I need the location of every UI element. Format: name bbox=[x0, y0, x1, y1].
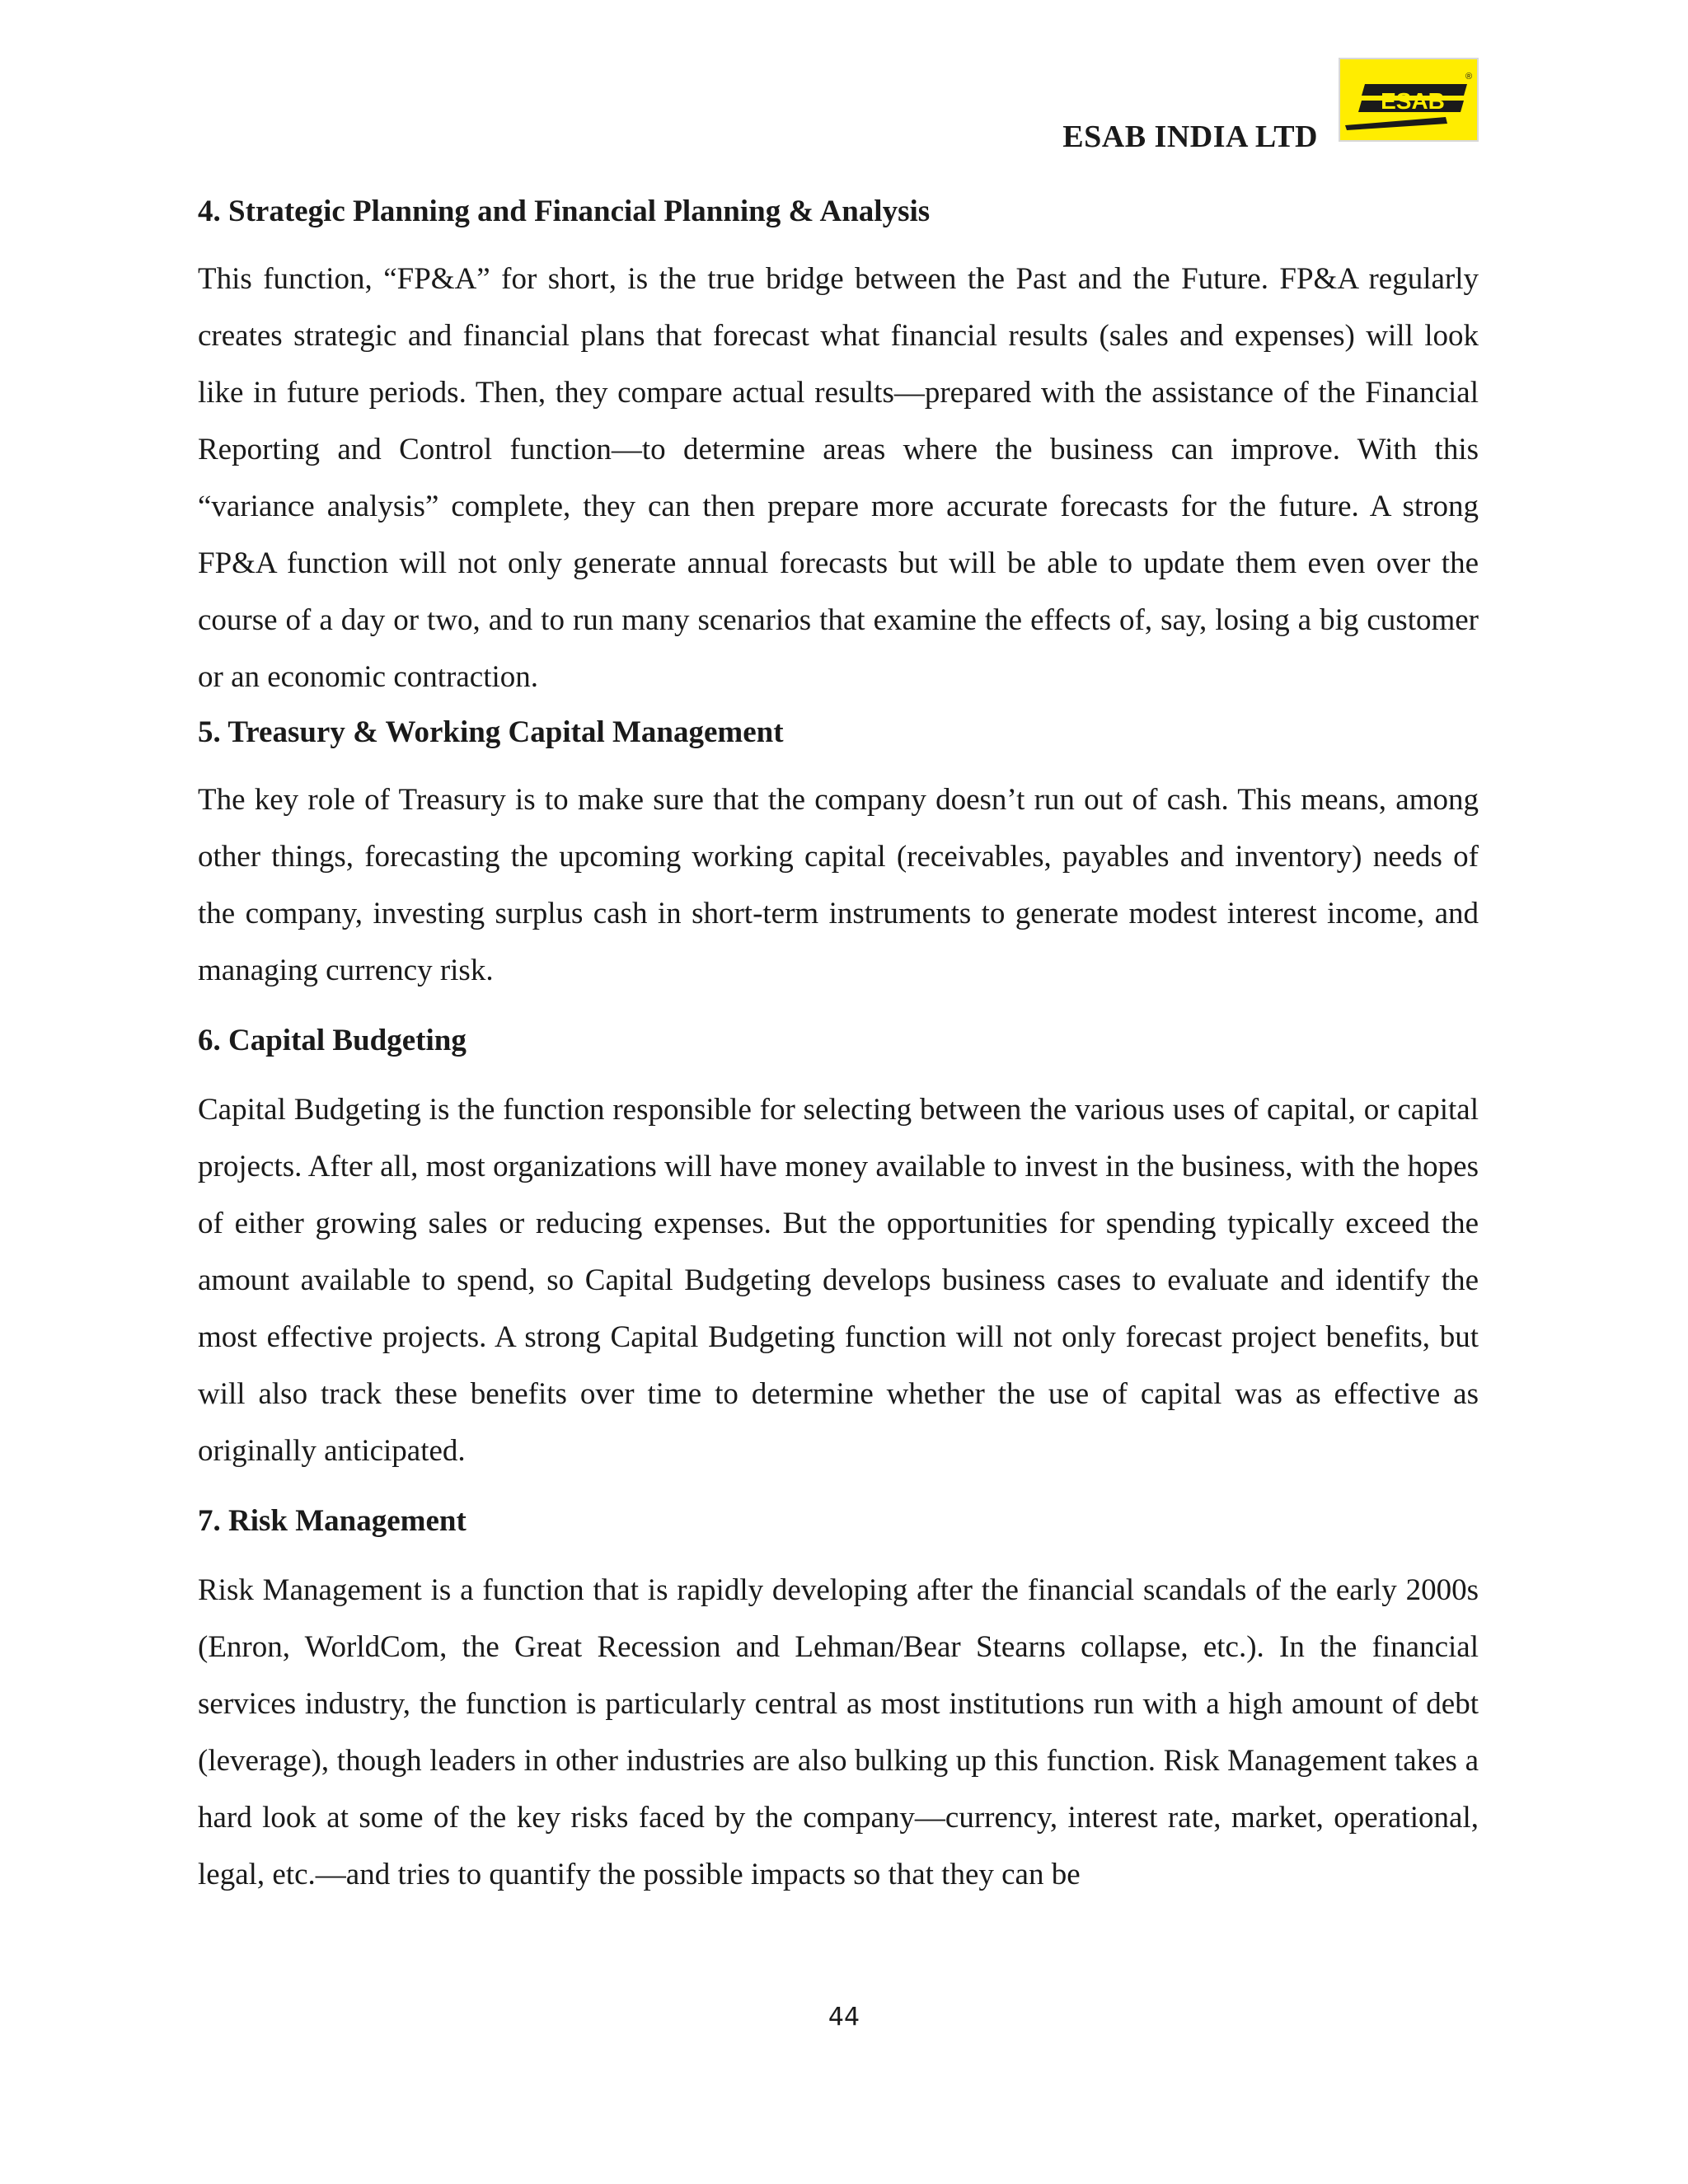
section-heading-strategic-planning: 4. Strategic Planning and Financial Planning & Analysis bbox=[198, 194, 931, 228]
page-number: 44 bbox=[828, 2003, 860, 2032]
page-content bbox=[198, 191, 1479, 1903]
page-header bbox=[198, 58, 1479, 157]
esab-logo-graphic bbox=[1340, 59, 1477, 140]
section-heading-risk-management: 7. Risk Management bbox=[198, 1504, 467, 1538]
section-heading-treasury: 5. Treasury & Working Capital Management bbox=[198, 715, 784, 749]
company-name: ESAB INDIA LTD bbox=[1062, 120, 1318, 154]
section-body-capital-budgeting: Capital Budgeting is the function responsible for selecting between the various uses of capital, or capital projects. After all, most organizations will have money available to invest in the business, with the hopes of either growing sales or reducing expenses. But the opportunities for spending typically exceed the amount available to spend, so Capital Budgeting develops business cases to evaluate and identify the most effective projects. A strong Capital Budgeting function will not only forecast project benefits, but will also track these benefits over time to determine whether the use of capital was as effective as originally anticipated. bbox=[198, 1093, 1479, 1468]
section-body-strategic-planning: This function, “FP&A” for short, is the true bridge between the Past and the Future. FP&A regularly creates strategic and financial plans that forecast what financial results (sales and expenses) will look like in future periods. Then, they compare actual results—prepared with the assistance of the Financial Reporting and Control function—to determine areas where the business can improve. With this “variance analysis” complete, they can then prepare more accurate forecasts for the future. A strong FP&A function will not only generate annual forecasts but will be able to update them even over the course of a day or two, and to run many scenarios that examine the effects of, say, losing a big customer or an economic contraction. bbox=[198, 262, 1479, 694]
section-body-treasury: The key role of Treasury is to make sure that the company doesn’t run out of cash. This means, among other things, forecasting the upcoming working capital (receivables, payables and inventory) needs of the company, investing surplus cash in short-term instruments to generate modest interest income, and managing currency risk. bbox=[198, 783, 1479, 987]
logo-text: ESAB bbox=[1381, 88, 1445, 114]
registered-mark: ® bbox=[1465, 72, 1473, 82]
esab-logo bbox=[1339, 58, 1479, 142]
section-heading-capital-budgeting: 6. Capital Budgeting bbox=[198, 1024, 467, 1057]
section-body-risk-management: Risk Management is a function that is rapidly developing after the financial scandals of the early 2000s (Enron, WorldCom, the Great Recession and Lehman/Bear Stearns collapse, etc.). In the financial services industry, the function is particularly central as most institutions run with a high amount of debt (leverage), though leaders in other industries are also bulking up this function. Risk Management takes a hard look at some of the key risks faced by the company—currency, interest rate, market, operational, legal, etc.—and tries to quantify the possible impacts so that they can be bbox=[198, 1573, 1479, 1891]
